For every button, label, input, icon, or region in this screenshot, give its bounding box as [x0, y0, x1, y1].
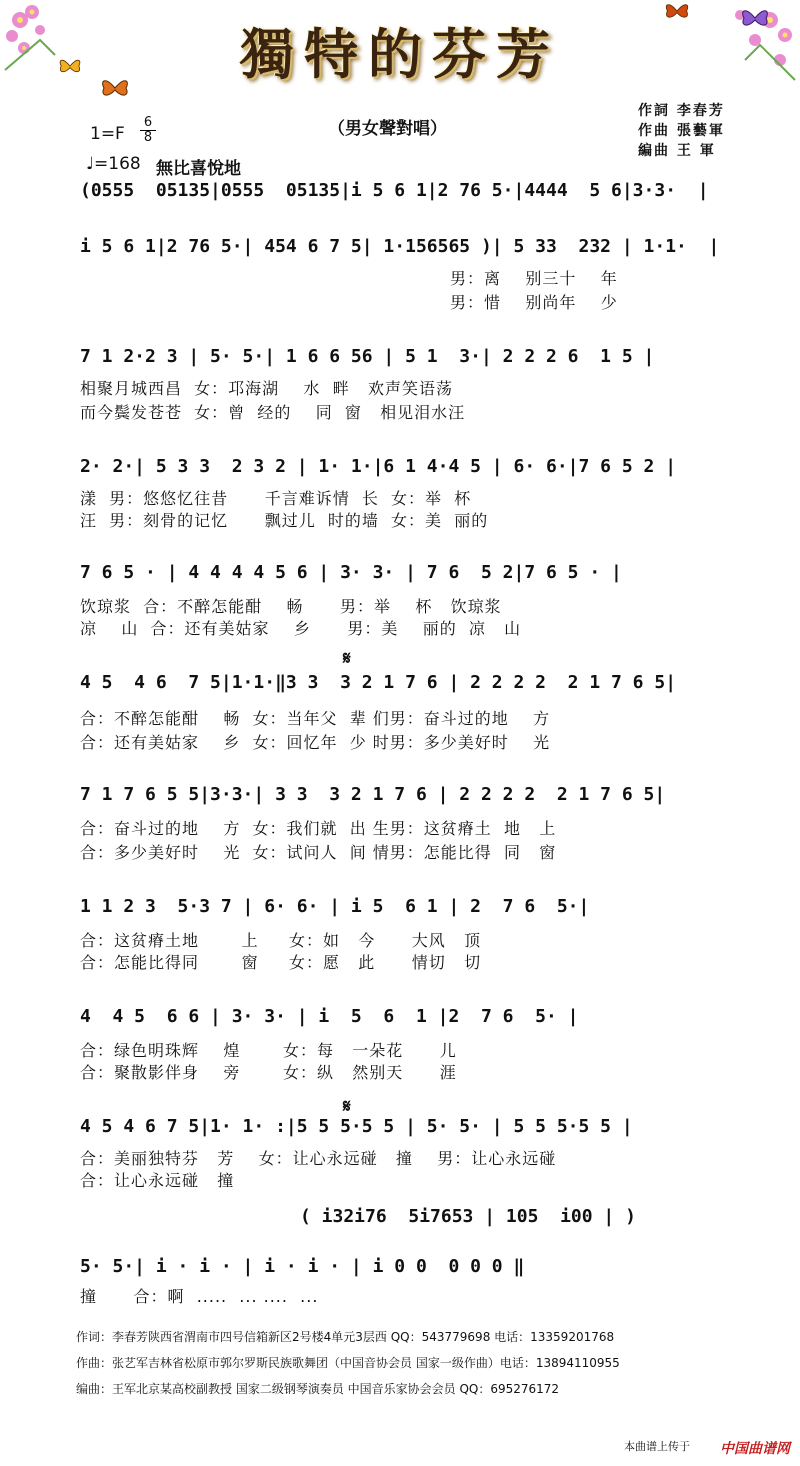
composer-credit: 作曲 張藝軍 [638, 123, 725, 139]
music-line: (0555 05135|0555 05135|i 5 6 1|2 76 5·|4444 5 6|3·3· | [80, 180, 709, 201]
expression-marking: 無比喜悅地 [156, 159, 241, 179]
music-line: 4 4 5 6 6 | 3· 3· | i 5 6 1 |2 7 6 5· | [80, 1006, 579, 1027]
composer-info: 作曲：张艺军吉林省松原市郭尔罗斯民族歌舞团（中国音协会员 国家一级作曲）电话：13894110955 [76, 1356, 620, 1370]
lyric-line: 合：绿色明珠辉 煌 女：每 一朵花 儿 [80, 1041, 457, 1060]
lyric-line: 合：这贫瘠土地 上 女：如 今 大风 顶 [80, 931, 482, 950]
segno-icon: 𝄋 [343, 1096, 351, 1117]
subtitle: （男女聲對唱） [328, 119, 447, 139]
lyric-line: 合：多少美好时 光 女：试问人 间 情男：怎能比得 同 窗 [80, 843, 557, 862]
music-line: 4 5 4 6 7 5|1·1·‖3 3 3 2 1 7 6 | 2 2 2 2 2 1 7 6 5| [80, 672, 677, 693]
lyric-line: 撞 合：啊 ..... ... .... ... [80, 1287, 319, 1306]
lyric-line: 合：让心永远碰 撞 [80, 1171, 235, 1190]
arranger-info: 编曲：王军北京某高校副教授 国家二级钢琴演奏员 中国音乐家协会会员 QQ：695276172 [76, 1382, 560, 1396]
time-signature [140, 116, 156, 145]
lyric-line: 相聚月城西昌 女：邛海湖 水 畔 欢声笑语荡 [80, 379, 453, 398]
music-line: i 5 6 1|2 76 5·| 454 6 7 5| 1·156565 )| 5 33 232 | 1·1· | [80, 236, 720, 257]
upload-note: 本曲谱上传于 [624, 1440, 690, 1453]
lyric-line: 合：不醉怎能酣 畅 女：当年父 辈 们男：奋斗过的地 方 [80, 709, 551, 728]
lyric-line: 凉 山 合：还有美姑家 乡 男：美 丽的 凉 山 [80, 619, 522, 638]
music-line: 4 5 4 6 7 5|1· 1· :|5 5 5·5 5 | 5· 5· | 5 5 5·5 5 | [80, 1116, 633, 1137]
music-line: 7 6 5 · | 4 4 4 4 5 6 | 3· 3· | 7 6 5 2|7 6 5 · | [80, 562, 622, 583]
music-line: 2· 2·| 5 3 3 2 3 2 | 1· 1·|6 1 4·4 5 | 6· 6·|7 6 5 2 | [80, 456, 677, 477]
lyric-line: 男：离 别三十 年 [450, 269, 618, 288]
music-line: 5· 5·| i · i · | i · i · | i 0 0 0 0 0 ‖ [80, 1256, 525, 1277]
site-logo[interactable]: 中国曲谱网 [720, 1441, 790, 1457]
music-line: 7 1 7 6 5 5|3·3·| 3 3 3 2 1 7 6 | 2 2 2 2 2 1 7 6 5| [80, 784, 666, 805]
time-numerator: 6 [143, 115, 153, 130]
segno-icon: 𝄋 [343, 648, 351, 669]
lyric-line: 合：还有美姑家 乡 女：回忆年 少 时男：多少美好时 光 [80, 733, 551, 752]
key-signature: 1=F [90, 124, 125, 144]
lyric-line: 漾 男：悠悠忆往昔 千言难诉情 长 女：举 杯 [80, 489, 472, 508]
lyric-line: 合：聚散影伴身 旁 女：纵 然别天 涯 [80, 1063, 457, 1082]
music-line: 1 1 2 3 5·3 7 | 6· 6· | i 5 6 1 | 2 7 6 5·| [80, 896, 590, 917]
song-title: 獨特的芬芳 [240, 22, 560, 86]
lyric-line: 男：惜 别尚年 少 [450, 293, 618, 312]
lyric-line: 合：美丽独特芬 芳 女：让心永远碰 撞 男：让心永远碰 [80, 1149, 557, 1168]
time-denominator: 8 [140, 130, 156, 145]
music-line: ( i32i76 5i7653 | 105 i00 | ) [300, 1206, 636, 1227]
lyric-line: 而今鬓发苍苍 女：曾 经的 同 窗 相见泪水汪 [80, 403, 466, 422]
lyric-line: 饮琼浆 合：不醉怎能酣 畅 男：举 杯 饮琼浆 [80, 597, 502, 616]
lyric-line: 合：怎能比得同 窗 女：愿 此 情切 切 [80, 953, 482, 972]
lyric-line: 汪 男：刻骨的记忆 飘过儿 时的墙 女：美 丽的 [80, 511, 489, 530]
lyric-line: 合：奋斗过的地 方 女：我们就 出 生男：这贫瘠土 地 上 [80, 819, 557, 838]
lyricist-credit: 作詞 李春芳 [638, 103, 725, 119]
tempo-marking: ♩=168 [86, 154, 141, 174]
arranger-credit: 編曲 王 軍 [638, 143, 716, 159]
music-line: 7 1 2·2 3 | 5· 5·| 1 6 6 56 | 5 1 3·| 2 2 2 6 1 5 | [80, 346, 655, 367]
lyricist-info: 作词：李春芳陕西省渭南市四号信箱新区2号楼4单元3层西 QQ：543779698 电话：13359201768 [76, 1330, 615, 1344]
